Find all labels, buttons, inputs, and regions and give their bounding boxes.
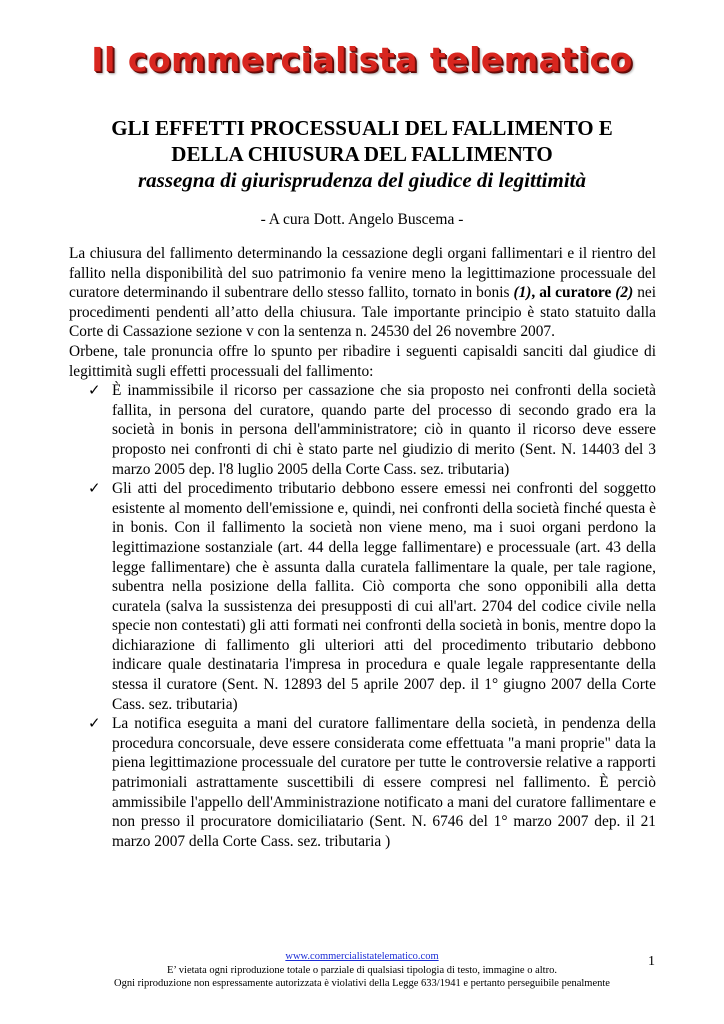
intro-text-3: nei procedimenti pendenti all’atto della chiusura. Tale importante principio è stato statuito dalla Corte di Cassazione sezione v con la sentenza n. 24530 del 26 novembre 2007. — [69, 284, 657, 341]
footnote-ref-1: (1) — [513, 284, 532, 302]
list-item-text: Gli atti del procedimento tributario debbono essere emessi nei confronti del soggetto esistente al momento dell'emissione e, quindi, nei confronti della società finché questa è in bonis. Con il fallimento la società non viene meno, ma i suoi organi perdono la legittimazione sostanziale (art. 44 della legge fallimentare) e processuale (art. 43 della legge fallimentare) che è assunta dalla curatela fallimentare la quale, per tale ragione, subentra nella posizione della fallita. Ciò comporta che sono opponibili alla detta curatela (salva la sussistenza dei presupposti di cui all'art. 2704 del codice civile nella specie non contestati) gli atti formati nei confronti della società in bonis, mentre dopo la dichiarazione di fallimento gli ulteriori atti del procedimento tributario debbono indicare quale destinataria l'impresa in procedura e quale legale rappresentante della stessa il curatore (Sent. N. 12893 del 5 aprile 2007 dep. il 1° giugno 2007 della Corte Cass. sez. tributaria) — [112, 480, 656, 713]
logo-text: Il commercialista telematico — [91, 40, 633, 79]
list-item-text: È inammissibile il ricorso per cassazione che sia proposto nei confronti della società fallita, in persona del curatore, quando parte del processo di secondo grado era la società in bonis in persona dell'amministratore; ciò in quanto il ricorso deve essere proposto nei confronti di chi è stato parte nel giudizio di merito (Sent. N. 14403 del 3 marzo 2005 dep. l'8 luglio 2005 della Corte Cass. sez. tributaria) — [112, 382, 656, 478]
footer-copyright-line-1: E’ vietata ogni riproduzione totale o parziale di qualsiasi tipologia di testo, immagine o altro. — [167, 964, 557, 976]
check-icon: ✓ — [88, 714, 101, 733]
title-line-2: DELLA CHIUSURA DEL FALLIMENTO — [171, 142, 553, 166]
list-item-text: La notifica eseguita a mani del curatore fallimentare della società, in pendenza della procedura concorsuale, deve essere considerata come effettuata "a mani proprie" data la piena legittimazione processuale del curatore per tutte le controversie relative a rapporti patrimoniali astrattamente suscettibili di essere compresi nel fallimento. È perciò ammissibile l'appello dell'Amministrazione notificato a mani del curatore fallimentare e non presso il procuratore domiciliatario (Sent. N. 6746 del 1° marzo 2007 dep. il 21 marzo 2007 della Corte Cass. sez. tributaria ) — [112, 715, 656, 850]
intro-text-1: La chiusura del fallimento determinando la cessazione degli organi fallimentari e il rientro del fallito nella disponibilità del suo patrimonio fa venire meno la legittimazione processuale del curatore determinando il subentrare dello stesso fallito, tornato in bonis — [69, 245, 656, 302]
intro-text-2: , al curatore — [531, 284, 616, 302]
footer-copyright-line-2: Ogni riproduzione non espressamente autorizzata è violativi della Legge 633/1941 e pertanto perseguibile penalmente — [114, 978, 610, 989]
page-number: 1 — [648, 954, 655, 969]
checklist — [69, 381, 656, 851]
list-item — [69, 479, 656, 714]
footer-website-link[interactable]: www.commercialistatelematico.com — [285, 951, 439, 962]
author-line: - A cura Dott. Angelo Buscema - — [260, 211, 464, 228]
title-line-1: GLI EFFETTI PROCESSUALI DEL FALLIMENTO E — [111, 116, 613, 140]
document-body — [69, 244, 656, 851]
document-subtitle: rassegna di giurisprudenza del giudice di legittimità — [137, 168, 587, 192]
check-icon: ✓ — [88, 381, 101, 400]
check-icon: ✓ — [88, 479, 101, 498]
site-logo — [0, 40, 724, 79]
document-title-block — [60, 115, 664, 193]
list-item — [69, 381, 656, 479]
intro-paragraph — [69, 244, 656, 342]
lead-paragraph: Orbene, tale pronuncia offre lo spunto per ribadire i seguenti capisaldi sanciti dal giudice di legittimità sugli effetti processuali del fallimento: — [69, 342, 656, 380]
list-item — [69, 714, 656, 851]
footnote-ref-2: (2) — [615, 284, 634, 302]
page-footer — [0, 950, 724, 991]
